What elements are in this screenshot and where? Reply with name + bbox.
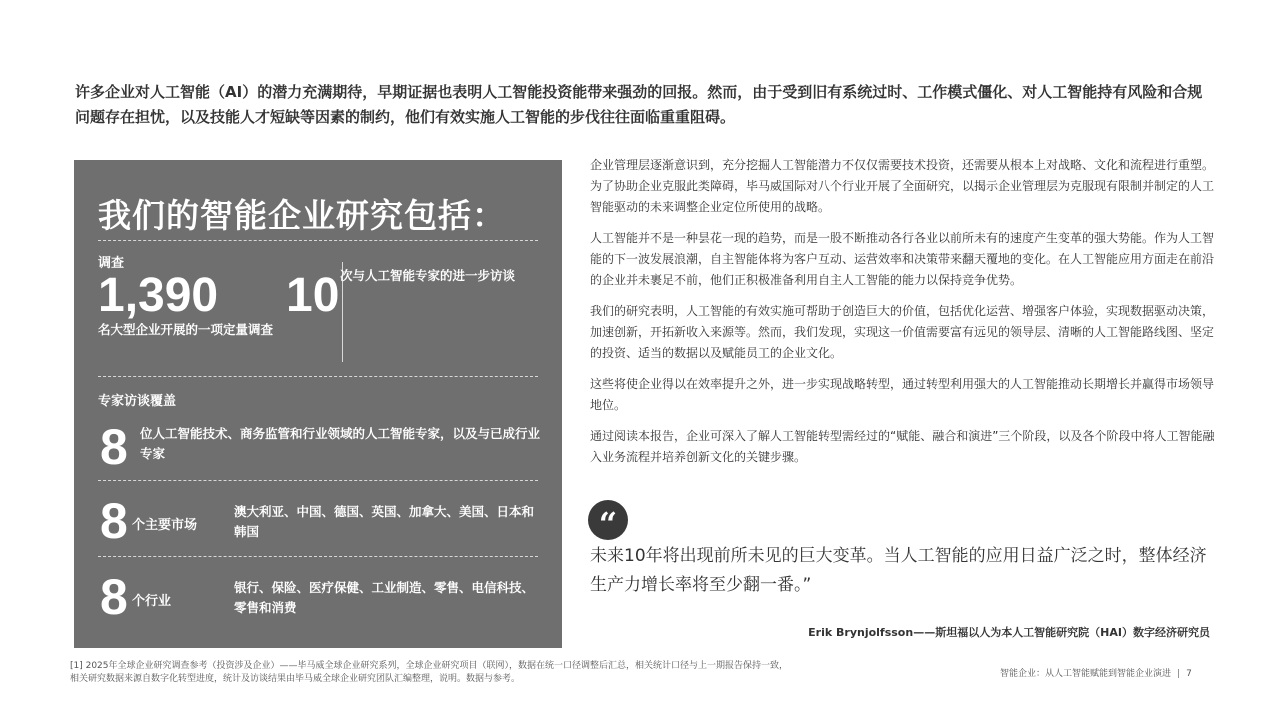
body-paragraph: 企业管理层逐渐意识到，充分挖掘人工智能潜力不仅仅需要技术投资，还需要从根本上对战略、文化和流程进行重塑。为了协助企业克服此类障碍，毕马威国际对八个行业开展了全面研究，以揭示企业管理层为克服现有限制并制定的人工智能驱动的未来调整企业定位所使用的战略。 <box>590 158 1215 214</box>
expert-caption: 专家访谈覆盖 <box>98 394 177 409</box>
survey-number: 1,390 <box>98 269 219 322</box>
quote-icon: “ <box>588 500 628 540</box>
footer-separator: | <box>1177 669 1181 679</box>
row-label: 位人工智能技术、商务监管和行业领域的人工智能专家，以及与已成行业专家 <box>140 426 541 461</box>
body-text-column <box>590 155 1215 478</box>
row-number: 8 <box>100 419 128 475</box>
page-footer <box>1000 666 1192 679</box>
survey-caption: 调查 <box>98 256 125 271</box>
quote-attribution: Erik Brynjolfsson——斯坦福以人为本人工智能研究院（HAI）数字经济研究员 <box>808 626 1210 639</box>
divider <box>98 376 538 377</box>
panel-title: 我们的智能企业研究包括： <box>98 196 506 235</box>
row-number: 8 <box>100 569 128 625</box>
divider <box>98 240 538 241</box>
row-detail: 澳大利亚、中国、德国、英国、加拿大、美国、日本和韩国 <box>234 504 535 539</box>
body-paragraph: 人工智能并不是一种昙花一现的趋势，而是一股不断推动各行各业以前所未有的速度产生变革的强大势能。作为人工智能的下一波发展浪潮，自主智能体将为客户互动、运营效率和决策带来翻天覆地的变化。在人工智能应用方面走在前沿的企业并未裹足不前，他们正积极准备利用自主人工智能的能力以保持竞争优势。 <box>590 231 1215 287</box>
intro-paragraph: 许多企业对人工智能（AI）的潜力充满期待，早期证据也表明人工智能投资能带来强劲的回报。然而，由于受到旧有系统过时、工作模式僵化、对人工智能持有风险和合规问题存在担忧，以及技能人才短缺等因素的制约，他们有效实施人工智能的步伐往往面临重重阻碍。 <box>75 83 1203 126</box>
body-paragraph: 通过阅读本报告，企业可深入了解人工智能转型需经过的“赋能、融合和演进”三个阶段，以及各个阶段中将人工智能融入业务流程并培养创新文化的关键步骤。 <box>590 429 1215 464</box>
row-label: 个行业 <box>132 594 172 609</box>
body-paragraph: 我们的研究表明，人工智能的有效实施可帮助于创造巨大的价值，包括优化运营、增强客户体验，实现数据驱动决策，加速创新，开拓新收入来源等。然而，我们发现，实现这一价值需要富有远见的领导层、清晰的人工智能路线图、坚定的投资、适当的数据以及赋能员工的企业文化。 <box>590 304 1215 360</box>
pull-quote: 未来10年将出现前所未见的巨大变革。当人工智能的应用日益广泛之时，整体经济生产力增长率将至少翻一番。” <box>590 546 1207 595</box>
row-label: 个主要市场 <box>132 518 198 533</box>
divider <box>98 480 538 481</box>
row-detail: 银行、保险、医疗保健、工业制造、零售、电信科技、零售和消费 <box>234 580 535 615</box>
row-number: 8 <box>100 493 128 549</box>
body-paragraph: 这些将使企业得以在效率提升之外，进一步实现战略转型，通过转型利用强大的人工智能推动长期增长并赢得市场领导地位。 <box>590 377 1215 412</box>
footer-title: 智能企业：从人工智能赋能到智能企业演进 <box>1000 669 1172 679</box>
interview-number: 10 <box>286 269 340 322</box>
footnote: [1] 2025年全球企业研究调查参考（投资涉及企业）——毕马威全球企业研究系列，全球企业研究项目（联网），数据在统一口径调整后汇总，相关统计口径与上一期报告保持一致，相关研究数据来源自数字化转型进度，统计及访谈结果由毕马威全球企业研究团队汇编整理，说明。数据与参考。 <box>70 661 789 684</box>
divider <box>98 556 538 557</box>
interview-text: 次与人工智能专家的进一步访谈 <box>340 268 516 283</box>
research-summary-panel <box>74 160 562 648</box>
page-number: 7 <box>1186 669 1192 679</box>
survey-text: 名大型企业开展的一项定量调查 <box>98 322 274 337</box>
